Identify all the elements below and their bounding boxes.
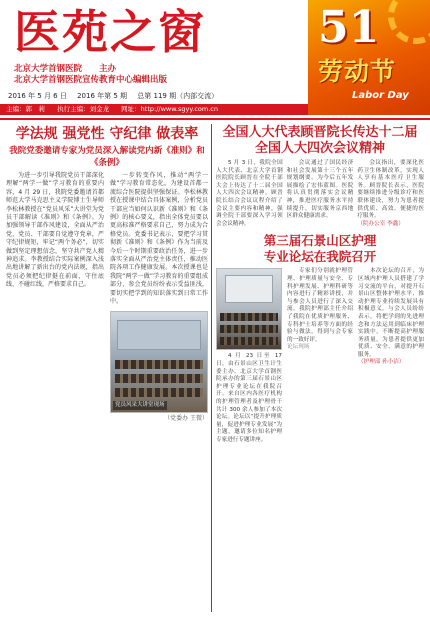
issue-date: 2016 年 5 月 6 日 xyxy=(8,92,67,100)
chief-editor: 主编：郭 莉 xyxy=(6,105,45,113)
right-top-columns xyxy=(216,160,424,228)
nursing-headline-line2: 专业论坛在我院召开 xyxy=(263,249,377,265)
right-top-author: （院办公室 李鑫） xyxy=(357,220,404,227)
right-block xyxy=(216,123,424,444)
right-top-column-2 xyxy=(287,160,354,228)
publisher-info xyxy=(14,64,167,86)
gear-icon xyxy=(388,0,430,44)
column-divider xyxy=(211,124,212,612)
left-column-1 xyxy=(6,172,104,423)
nursing-body-2: 专家们分别就护理管理、护理质量与安全、专科护理发展、护理科研等内容进行了精彩讲授，并与参会人员进行了深入交流。我院护理部主任介绍了我院在优质护理服务、专科护士培养等方面的经验与做法，得到与会专家的一致好评。 xyxy=(287,268,353,343)
issue-total: 总第 119 期（内部交流） xyxy=(137,92,219,100)
nursing-headline-line1: 第三届石景山区护理 xyxy=(263,233,377,249)
publisher-sub: 北京大学首钢医院宣传教育中心编辑出版 xyxy=(14,75,168,85)
website-link[interactable]: 网址：http://www.sgyy.com.cn xyxy=(121,105,218,113)
audience-row xyxy=(115,374,203,383)
audience-row xyxy=(115,360,203,369)
nursing-body-1: 4 月 23 日至 17 日，由石景山区卫生计生委主办、北京大学首钢医院承办的第三届石景山区护理专业论坛在我院召开。来自区内各医疗机构的护理管理者及护理骨干共计 300 余人参加了本次论坛。论坛以“提升护理质量，促进护理专业发展”为主题，邀请多位知名护理专家进行专题讲座。 xyxy=(216,353,282,443)
banner-english: Labor Day xyxy=(352,90,409,101)
photo-screen xyxy=(225,275,273,303)
left-author: （党委办 王微） xyxy=(164,414,208,422)
left-subhead: 我院党委邀请专家为党员深入解读党内新《准则》和《条例》 xyxy=(9,146,205,168)
audience-row xyxy=(115,388,203,397)
nursing-column-1 xyxy=(216,268,282,444)
left-headline: 学法规 强党性 守纪律 做表率 xyxy=(15,126,199,142)
issue-line xyxy=(8,91,304,101)
right-headline-line2: 全国人大四次会议精神 xyxy=(254,141,385,156)
right-top-body-3: 会议指出，要深化医药卫生体制改革，实现人人享有基本医疗卫生服务。顾晋院长表示，医院要继续推进分级诊疗和医联体建设，努力为患者提供优质、高效、便捷的医疗服务。 xyxy=(357,160,425,220)
nursing-author: （护理部 孙小洁） xyxy=(358,359,405,366)
banner-title: 劳动节 xyxy=(318,57,397,86)
lecture-photo xyxy=(110,311,208,413)
right-top-column-3 xyxy=(357,160,424,228)
labor-day-banner xyxy=(308,0,430,115)
audience-row xyxy=(220,313,278,321)
right-headline-line1: 全国人大代表顾晋院长传达十二届 xyxy=(222,125,418,140)
photo-caption: 党员风采大讲堂现场 xyxy=(115,402,165,409)
newspaper-title: 医苑之窗 xyxy=(14,5,206,59)
right-top-body-2: 会议通过了国民经济和社会发展第十三个五年规划纲要，为今后五年发展描绘了宏伟蓝图。医院将认真贯彻落实会议精神，推进医疗服务水平持续提升，切实服务京西地区群众健康需求。 xyxy=(286,160,354,220)
executive-editor: 执行主编：刘金龙 xyxy=(57,105,110,113)
left-article xyxy=(6,123,208,423)
issue-number: 2016 年第 5 期 xyxy=(77,92,128,100)
publisher-main: 北京大学首钢医院 主办 xyxy=(14,64,117,74)
nursing-column-3 xyxy=(358,268,424,444)
left-column-2 xyxy=(110,172,208,423)
forum-caption: 论坛现场 xyxy=(287,344,310,351)
right-top-body-1: 5 月 3 日，我院全国人大代表、北京大学首钢医院院长顾晋在全院干部大会上传达了十二届全国人大四次会议精神。顾晋院长结合会议议程介绍了会议主要内容和精神，强调全院干部要深入学习领会会议精神。 xyxy=(216,160,283,227)
banner-number: 51 xyxy=(318,2,380,53)
nursing-column-2 xyxy=(287,268,353,444)
nursing-body-3: 本次论坛的召开，为区域内护理人员搭建了学习交流的平台，对提升石景山区整体护理水平、推动护理专业持续发展具有积极意义。与会人员纷纷表示，将把学到的先进理念和方法运用到临床护理实践中，不断提高护理服务质量，为患者提供更加优质、安全、满意的护理服务。 xyxy=(358,268,424,358)
audience-row xyxy=(220,325,278,333)
photo-stage xyxy=(117,320,201,350)
header-divider xyxy=(0,118,430,120)
left-body-1: 为进一步引导我院党员干部深化理解“两学一做”学习教育的重要内容，4 月 29 日，我院党委邀请首都师范大学马克思主义学院博士生导师李松林教授在“党员风采”大讲堂为党员干部解读《准则》和《条例》。为加强领导干部作风建设，全面从严治党，党员、干部要自觉遵守党章，严守纪律规矩，牢记“两个务必”，切实做到坚定理想信念，坚守共产党人精神追求。李教授结合实际案例深入浅出地讲解了新出台的党内法规，指出党员必须把纪律挺在前面，守住底线、不碰红线，严格要求自己。 xyxy=(6,172,104,289)
forum-photo xyxy=(216,268,282,350)
right-top-column-1 xyxy=(216,160,283,228)
audience-row xyxy=(220,337,278,345)
left-body-2: 一步转变作风，推动“两学一做”学习教育常态化，为建设首都一流综合医院提供坚强保证。李松林教授在授课中结合具体案例，分析党员干部应当如何认识新《准则》和《条例》的核心要义，指出全体党员要以更高标准严格要求自己，努力成为合格党员。党委书记表示，要把学习贯彻新《准则》和《条例》作为当前及今后一个时期重要政治任务，进一步落实全面从严治党主体责任，推动医院各项工作健康发展。本次授课也是我院“两学一做”学习教育的重要组成部分，参会党员纷纷表示受益匪浅，要切实把学到的知识落实到日常工作中。 xyxy=(110,172,208,306)
left-columns xyxy=(6,172,208,423)
nursing-columns xyxy=(216,268,424,444)
staff-bar xyxy=(0,104,308,115)
